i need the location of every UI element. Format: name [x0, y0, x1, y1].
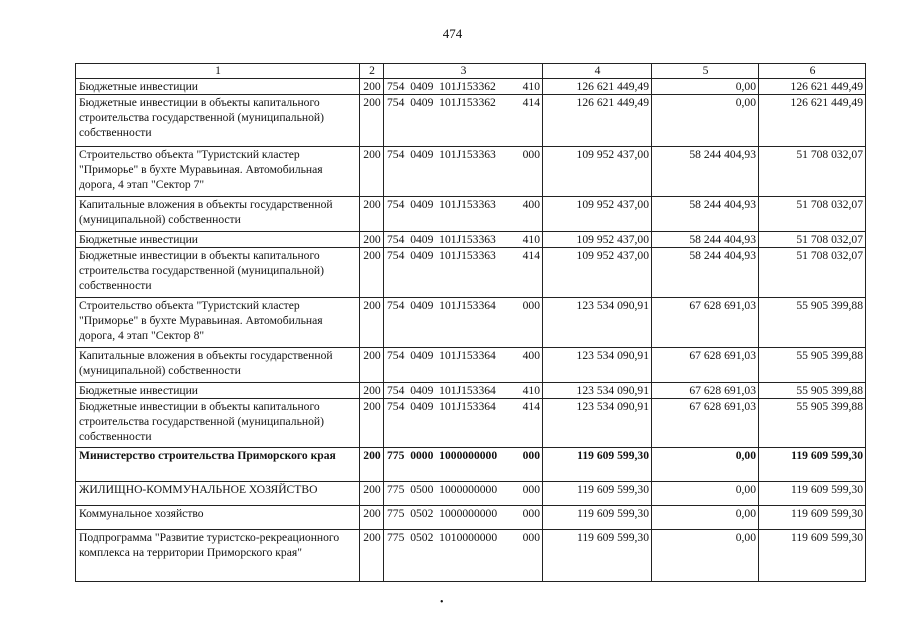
- row-name-cell: Бюджетные инвестиции: [76, 383, 360, 399]
- row-amount-4-cell: 123 534 090,91: [543, 399, 652, 448]
- row-code-cell: [384, 399, 543, 448]
- row-col2-cell: 200: [360, 506, 384, 530]
- row-amount-5-cell: 67 628 691,03: [652, 298, 759, 348]
- budget-code: 754 0409 101J153363: [387, 198, 496, 211]
- expense-type-code: 400: [522, 349, 540, 362]
- budget-code: 775 0502 1000000000: [387, 507, 498, 520]
- table-row: [76, 147, 866, 197]
- row-amount-5-cell: 0,00: [652, 95, 759, 147]
- row-col2-cell: 200: [360, 383, 384, 399]
- row-col2-cell: 200: [360, 298, 384, 348]
- row-name-cell: ЖИЛИЩНО-КОММУНАЛЬНОЕ ХОЗЯЙСТВО: [76, 482, 360, 506]
- expense-type-code: 410: [522, 80, 540, 93]
- column-header-4: 4: [543, 64, 652, 79]
- row-amount-4-cell: 123 534 090,91: [543, 298, 652, 348]
- row-name-cell: Министерство строительства Приморского края: [76, 448, 360, 482]
- table-row: [76, 79, 866, 95]
- row-name-cell: Строительство объекта "Туристский кластер "Приморье" в бухте Муравьиная. Автомобильная дорога, 4 этап "Сектор 7": [76, 147, 360, 197]
- budget-table: [75, 63, 866, 582]
- row-name-cell: Бюджетные инвестиции: [76, 79, 360, 95]
- budget-code: 754 0409 101J153364: [387, 384, 496, 397]
- row-amount-5-cell: 58 244 404,93: [652, 147, 759, 197]
- row-code-cell: [384, 197, 543, 232]
- row-amount-4-cell: 109 952 437,00: [543, 232, 652, 248]
- row-amount-6-cell: 126 621 449,49: [759, 95, 866, 147]
- row-amount-6-cell: 119 609 599,30: [759, 482, 866, 506]
- row-name-cell: Капитальные вложения в объекты государственной (муниципальной) собственности: [76, 197, 360, 232]
- row-amount-6-cell: 119 609 599,30: [759, 506, 866, 530]
- row-amount-6-cell: 119 609 599,30: [759, 448, 866, 482]
- expense-type-code: 000: [522, 148, 540, 161]
- budget-code: 754 0409 101J153364: [387, 349, 496, 362]
- row-col2-cell: 200: [360, 448, 384, 482]
- table-row: [76, 506, 866, 530]
- row-amount-4-cell: 119 609 599,30: [543, 530, 652, 582]
- row-amount-6-cell: 119 609 599,30: [759, 530, 866, 582]
- row-col2-cell: 200: [360, 248, 384, 298]
- page-mark: •: [440, 597, 444, 608]
- row-code-cell: [384, 482, 543, 506]
- row-amount-6-cell: 55 905 399,88: [759, 383, 866, 399]
- row-amount-5-cell: 58 244 404,93: [652, 197, 759, 232]
- budget-code: 754 0409 101J153363: [387, 249, 496, 262]
- row-amount-5-cell: 58 244 404,93: [652, 248, 759, 298]
- expense-type-code: 000: [522, 299, 540, 312]
- expense-type-code: 000: [522, 507, 540, 520]
- row-amount-5-cell: 67 628 691,03: [652, 383, 759, 399]
- row-amount-5-cell: 0,00: [652, 79, 759, 95]
- row-amount-6-cell: 51 708 032,07: [759, 197, 866, 232]
- budget-code: 775 0500 1000000000: [387, 483, 498, 496]
- row-amount-5-cell: 67 628 691,03: [652, 399, 759, 448]
- row-amount-6-cell: 55 905 399,88: [759, 348, 866, 383]
- table-row: [76, 482, 866, 506]
- row-code-cell: [384, 530, 543, 582]
- row-name-cell: Бюджетные инвестиции в объекты капитального строительства государственной (муниципальной) собственности: [76, 95, 360, 147]
- row-amount-4-cell: 119 609 599,30: [543, 482, 652, 506]
- row-amount-4-cell: 123 534 090,91: [543, 348, 652, 383]
- budget-code: 775 0502 1010000000: [387, 531, 498, 544]
- expense-type-code: 000: [522, 483, 540, 496]
- row-amount-4-cell: 119 609 599,30: [543, 506, 652, 530]
- row-amount-5-cell: 0,00: [652, 482, 759, 506]
- expense-type-code: 414: [522, 400, 540, 413]
- row-name-cell: Бюджетные инвестиции в объекты капитального строительства государственной (муниципальной) собственности: [76, 399, 360, 448]
- row-code-cell: [384, 298, 543, 348]
- table-row: [76, 248, 866, 298]
- row-name-cell: Бюджетные инвестиции в объекты капитального строительства государственной (муниципальной) собственности: [76, 248, 360, 298]
- row-amount-4-cell: 109 952 437,00: [543, 197, 652, 232]
- row-amount-6-cell: 51 708 032,07: [759, 147, 866, 197]
- row-amount-4-cell: 119 609 599,30: [543, 448, 652, 482]
- expense-type-code: 000: [522, 531, 540, 544]
- row-code-cell: [384, 383, 543, 399]
- expense-type-code: 414: [522, 249, 540, 262]
- expense-type-code: 410: [522, 384, 540, 397]
- row-amount-4-cell: 126 621 449,49: [543, 79, 652, 95]
- table-row: [76, 298, 866, 348]
- row-col2-cell: 200: [360, 197, 384, 232]
- row-amount-5-cell: 0,00: [652, 506, 759, 530]
- budget-code: 775 0000 1000000000: [387, 449, 498, 462]
- budget-code: 754 0409 101J153362: [387, 96, 496, 109]
- table-row: [76, 197, 866, 232]
- header-row: [76, 64, 866, 79]
- budget-code: 754 0409 101J153362: [387, 80, 496, 93]
- row-amount-5-cell: 0,00: [652, 530, 759, 582]
- row-code-cell: [384, 79, 543, 95]
- row-name-cell: Бюджетные инвестиции: [76, 232, 360, 248]
- row-code-cell: [384, 506, 543, 530]
- table-row: [76, 348, 866, 383]
- row-code-cell: [384, 248, 543, 298]
- column-header-2: 2: [360, 64, 384, 79]
- expense-type-code: 414: [522, 96, 540, 109]
- row-amount-5-cell: 67 628 691,03: [652, 348, 759, 383]
- row-col2-cell: 200: [360, 79, 384, 95]
- row-name-cell: Строительство объекта "Туристский кластер "Приморье" в бухте Муравьиная. Автомобильная дорога, 4 этап "Сектор 8": [76, 298, 360, 348]
- budget-code: 754 0409 101J153363: [387, 233, 496, 246]
- table-row: [76, 383, 866, 399]
- row-amount-6-cell: 126 621 449,49: [759, 79, 866, 95]
- column-header-1: 1: [76, 64, 360, 79]
- table-row: [76, 95, 866, 147]
- row-code-cell: [384, 448, 543, 482]
- row-name-cell: Подпрограмма "Развитие туристско-рекреационного комплекса на территории Приморского края": [76, 530, 360, 582]
- table-row: [76, 399, 866, 448]
- table-row: [76, 530, 866, 582]
- row-amount-5-cell: 0,00: [652, 448, 759, 482]
- row-col2-cell: 200: [360, 482, 384, 506]
- row-amount-4-cell: 126 621 449,49: [543, 95, 652, 147]
- row-code-cell: [384, 348, 543, 383]
- row-col2-cell: 200: [360, 95, 384, 147]
- row-col2-cell: 200: [360, 530, 384, 582]
- row-code-cell: [384, 147, 543, 197]
- table-row: [76, 232, 866, 248]
- row-amount-6-cell: 55 905 399,88: [759, 298, 866, 348]
- row-amount-4-cell: 109 952 437,00: [543, 147, 652, 197]
- budget-code: 754 0409 101J153364: [387, 299, 496, 312]
- row-amount-6-cell: 51 708 032,07: [759, 232, 866, 248]
- budget-code: 754 0409 101J153363: [387, 148, 496, 161]
- row-amount-4-cell: 123 534 090,91: [543, 383, 652, 399]
- row-col2-cell: 200: [360, 147, 384, 197]
- column-header-6: 6: [759, 64, 866, 79]
- row-col2-cell: 200: [360, 232, 384, 248]
- row-name-cell: Капитальные вложения в объекты государственной (муниципальной) собственности: [76, 348, 360, 383]
- row-col2-cell: 200: [360, 348, 384, 383]
- row-code-cell: [384, 95, 543, 147]
- page-number: 474: [442, 26, 463, 41]
- row-amount-6-cell: 51 708 032,07: [759, 248, 866, 298]
- row-code-cell: [384, 232, 543, 248]
- row-amount-6-cell: 55 905 399,88: [759, 399, 866, 448]
- budget-code: 754 0409 101J153364: [387, 400, 496, 413]
- expense-type-code: 410: [522, 233, 540, 246]
- column-header-5: 5: [652, 64, 759, 79]
- row-name-cell: Коммунальное хозяйство: [76, 506, 360, 530]
- table-row: [76, 448, 866, 482]
- expense-type-code: 400: [522, 198, 540, 211]
- row-amount-4-cell: 109 952 437,00: [543, 248, 652, 298]
- expense-type-code: 000: [522, 449, 540, 462]
- column-header-3: 3: [384, 64, 543, 79]
- row-amount-5-cell: 58 244 404,93: [652, 232, 759, 248]
- row-col2-cell: 200: [360, 399, 384, 448]
